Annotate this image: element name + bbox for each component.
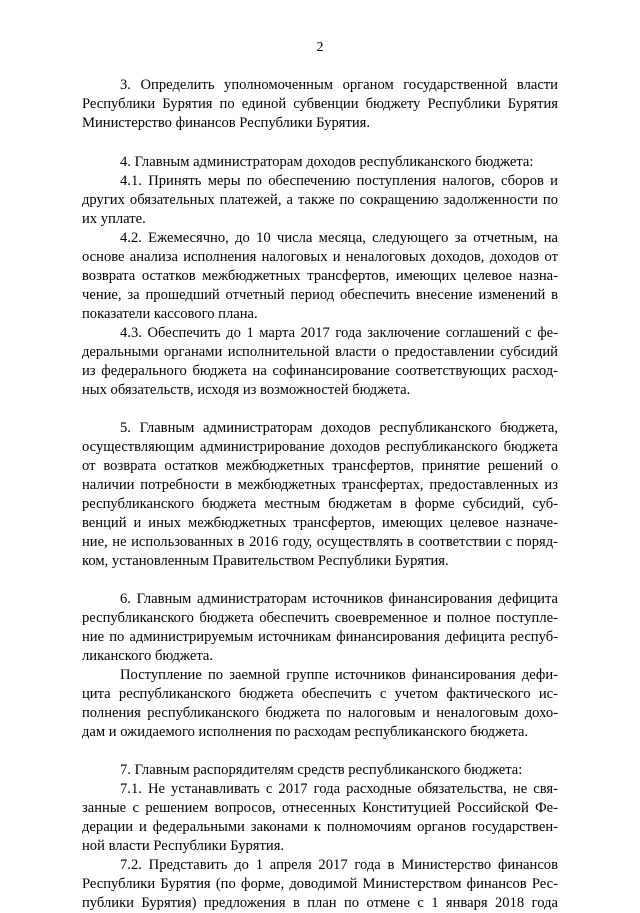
text-line: деральными органами исполнительной власти о предоставлении субсидий — [82, 344, 558, 360]
text-line: 4. Главным администраторам доходов республиканского бюджета: — [120, 154, 534, 170]
text-line: публики Бурятия) предложения в план по отмене с 1 января 2018 года — [82, 895, 558, 911]
text-line: Республики Бурятия (по форме, доводимой Министерством финансов Рес- — [82, 876, 558, 892]
text-line: 7.1. Не устанавливать с 2017 года расходные обязательства, не свя- — [120, 781, 558, 797]
text-line: показатели кассового плана. — [82, 306, 258, 322]
text-line: ком, установленным Правительством Республики Бурятия. — [82, 553, 449, 569]
text-line: ние по администрируемым источникам финансирования дефицита респуб- — [82, 629, 558, 645]
text-line: ной власти Республики Бурятия. — [82, 838, 285, 854]
text-line: Министерство финансов Республики Бурятия. — [82, 115, 371, 131]
text-line: полнения республиканского бюджета по налоговым и неналоговым дохо- — [82, 705, 558, 721]
text-line: дерации и федеральными законами к полномочиям органов государствен- — [82, 819, 558, 835]
text-line: осуществляющим администрирование доходов республиканского бюджета — [82, 439, 558, 455]
text-line: их уплате. — [82, 211, 146, 227]
text-line: венций и иных межбюджетных трансфертов, имеющих целевое назначе- — [82, 515, 558, 531]
text-line: Республики Бурятия по единой субвенции бюджету Республики Бурятия — [82, 96, 558, 112]
text-line: 7. Главным распорядителям средств республиканского бюджета: — [120, 762, 523, 778]
text-line: ных обязательств, исходя из возможностей бюджета. — [82, 382, 411, 398]
text-line: 4.2. Ежемесячно, до 10 числа месяца, следующего за отчетным, на — [120, 230, 558, 246]
text-line: от возврата остатков межбюджетных трансфертов, принятие решений о — [82, 458, 558, 474]
text-line: возврата остатков межбюджетных трансфертов, имеющих целевое назна- — [82, 268, 558, 284]
text-line: ние, не использованных в 2016 году, осуществлять в соответствии с поряд- — [82, 534, 558, 550]
text-line: занные с решением вопросов, отнесенных Конституцией Российской Фе- — [82, 800, 558, 816]
text-line: цита республиканского бюджета обеспечить с учетом фактического ис- — [82, 686, 558, 702]
text-line: чение, за прошедший отчетный период обеспечить внесение изменений в — [82, 287, 558, 303]
text-line: 3. Определить уполномоченным органом государственной власти — [120, 77, 558, 93]
text-line: 4.3. Обеспечить до 1 марта 2017 года заключение соглашений с фе- — [120, 325, 558, 341]
text-line: 4.1. Принять меры по обеспечению поступления налогов, сборов и — [120, 173, 558, 189]
text-line: дам и ожидаемого исполнения по расходам республиканского бюджета. — [82, 724, 529, 740]
text-line: 5. Главным администраторам доходов республиканского бюджета, — [120, 420, 558, 436]
text-line: ликанского бюджета. — [82, 648, 214, 664]
page-number: 2 — [316, 40, 324, 55]
text-line: республиканского бюджета местным бюджетам в форме субсидий, суб- — [82, 496, 558, 512]
text-line: 6. Главным администраторам источников финансирования дефицита — [120, 591, 558, 607]
text-line: основе анализа исполнения налоговых и неналоговых доходов, доходов от — [82, 249, 558, 265]
text-line: других обязательных платежей, а также по сокращению задолженности по — [82, 192, 558, 208]
text-line: республиканского бюджета обеспечить своевременное и полное поступле- — [82, 610, 558, 626]
text-line: наличии потребности в межбюджетных трансфертах, предоставленных из — [82, 477, 558, 493]
text-line: из федерального бюджета на софинансирование соответствующих расход- — [82, 363, 558, 379]
text-line: Поступление по заемной группе источников финансирования дефи- — [120, 667, 558, 683]
text-line: 7.2. Представить до 1 апреля 2017 года в Министерство финансов — [120, 857, 558, 873]
